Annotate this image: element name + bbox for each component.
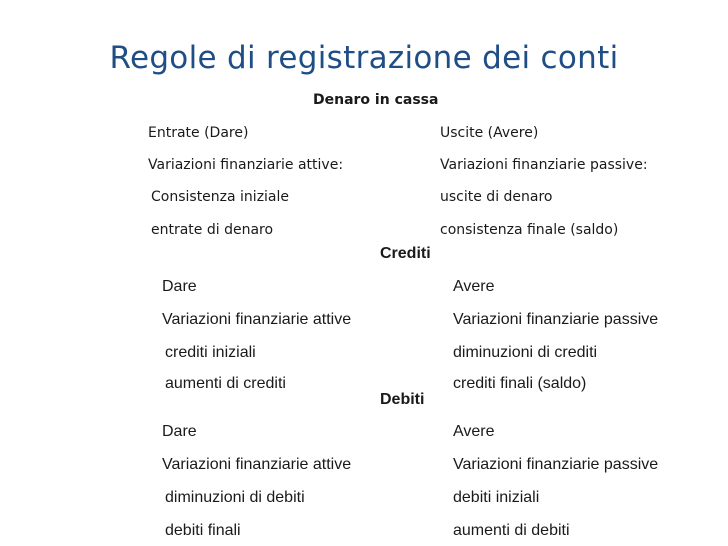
dare-label: Entrate (Dare) [148,125,249,141]
dare-entry: Consistenza iniziale [151,189,290,205]
dare-entry: Variazioni finanziarie attive [162,456,352,473]
avere-entry: consistenza finale (saldo) [440,222,619,238]
avere-label: Avere [453,278,495,295]
avere-entry: aumenti di debiti [453,522,570,539]
dare-entry: Variazioni finanziarie attive [162,311,352,328]
dare-entry: crediti iniziali [165,344,256,361]
dare-entry: diminuzioni di debiti [165,489,305,506]
avere-label: Avere [453,423,495,440]
dare-entry: debiti finali [165,522,241,539]
avere-entry: Variazioni finanziarie passive [453,456,659,473]
avere-label: Uscite (Avere) [440,125,539,141]
avere-entry: crediti finali (saldo) [453,375,587,392]
section-heading-debiti: Debiti [380,391,425,408]
dare-entry: aumenti di crediti [165,375,286,392]
dare-entry: entrate di denaro [151,222,274,238]
avere-entry: uscite di denaro [440,189,553,205]
dare-label: Dare [162,278,197,295]
avere-entry: Variazioni finanziarie passive: [440,157,648,173]
avere-entry: diminuzioni di crediti [453,344,598,361]
dare-label: Dare [162,423,197,440]
section-heading-denaro: Denaro in cassa [313,92,439,108]
page-title: Regole di registrazione dei conti [109,40,619,76]
section-heading-crediti: Crediti [380,245,431,262]
avere-entry: debiti iniziali [453,489,540,506]
avere-entry: Variazioni finanziarie passive [453,311,659,328]
dare-entry: Variazioni finanziarie attive: [148,157,344,173]
